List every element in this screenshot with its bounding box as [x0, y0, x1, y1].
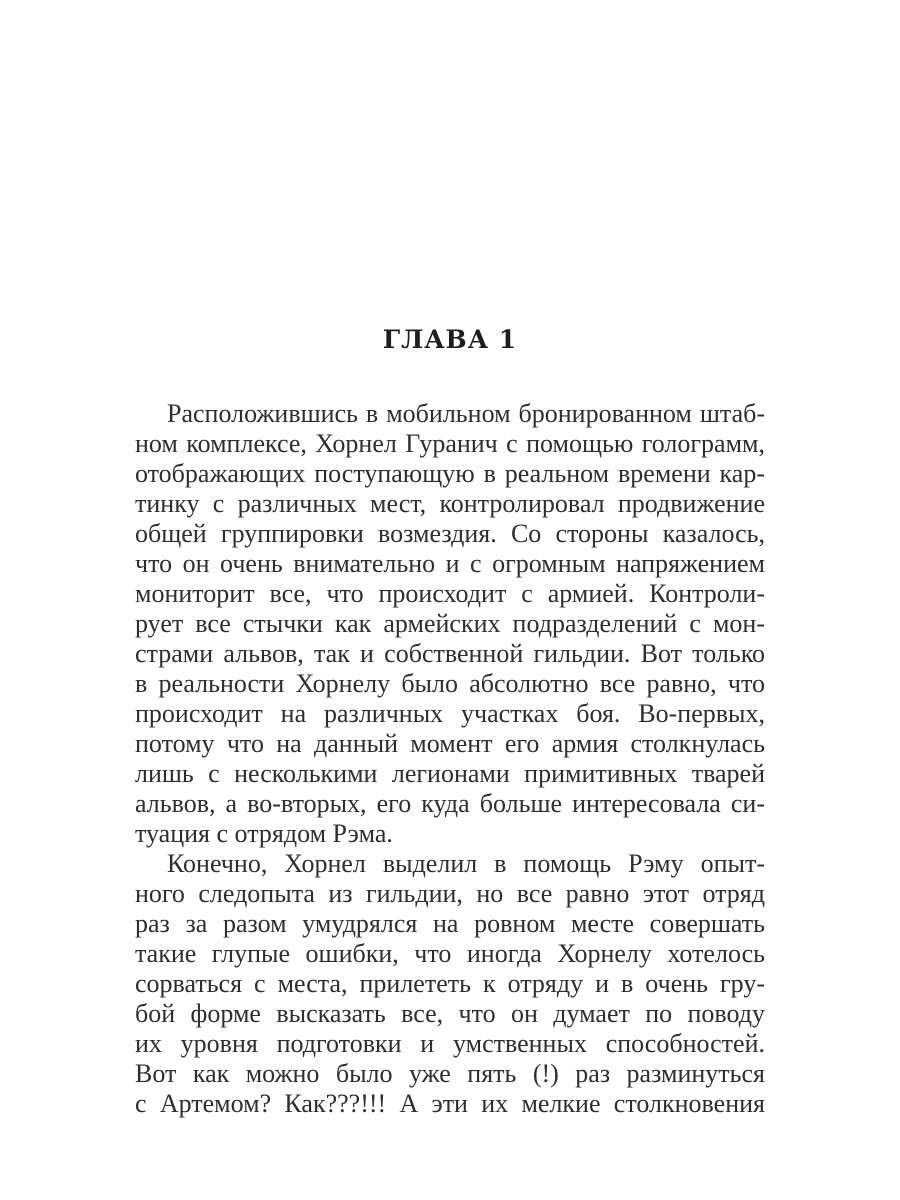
text-line: туация с отрядом Рэма. [135, 819, 393, 848]
text-line: потому что на данный момент его армия столкнулась [135, 729, 765, 758]
text-line: с Артемом? Как???!!! А эти их мелкие столкновения [135, 1089, 765, 1118]
body-text-block [135, 399, 765, 1119]
text-line: сорваться с места, прилететь к отряду и в очень гру- [135, 969, 765, 998]
text-line: Конечно, Хорнел выделил в помощь Рэму опыт- [167, 849, 765, 878]
text-line: отображающих поступающую в реальном времени кар- [135, 459, 765, 488]
text-line: тинку с различных мест, контролировал продвижение [135, 489, 765, 518]
text-line: раз за разом умудрялся на ровном месте совершать [135, 909, 765, 938]
text-line: ном комплексе, Хорнел Гуранич с помощью голограмм, [135, 429, 765, 458]
text-line: ного следопыта из гильдии, но все равно этот отряд [135, 879, 765, 908]
text-line: рует все стычки как армейских подразделений с мон- [135, 609, 765, 638]
text-line: Расположившись в мобильном бронированном штаб- [167, 399, 765, 428]
text-line: их уровня подготовки и умственных способностей. [135, 1029, 765, 1058]
text-line: происходит на различных участках боя. Во-первых, [135, 699, 765, 728]
text-line: страми альвов, так и собственной гильдии. Вот только [135, 639, 765, 668]
text-line: альвов, а во-вторых, его куда больше интересовала си- [135, 789, 765, 818]
text-line: такие глупые ошибки, что иногда Хорнелу хотелось [135, 939, 765, 968]
text-line: лишь с несколькими легионами примитивных тварей [135, 759, 765, 788]
text-line: бой форме высказать все, что он думает по поводу [135, 999, 765, 1028]
text-line: что он очень внимательно и с огромным напряжением [135, 549, 765, 578]
text-line: мониторит все, что происходит с армией. Контроли- [135, 579, 765, 608]
text-line: общей группировки возмездия. Со стороны казалось, [135, 519, 765, 548]
chapter-heading: ГЛАВА 1 [382, 325, 518, 354]
text-line: Вот как можно было уже пять (!) раз разминуться [135, 1059, 765, 1088]
text-line: в реальности Хорнелу было абсолютно все равно, что [135, 669, 765, 698]
